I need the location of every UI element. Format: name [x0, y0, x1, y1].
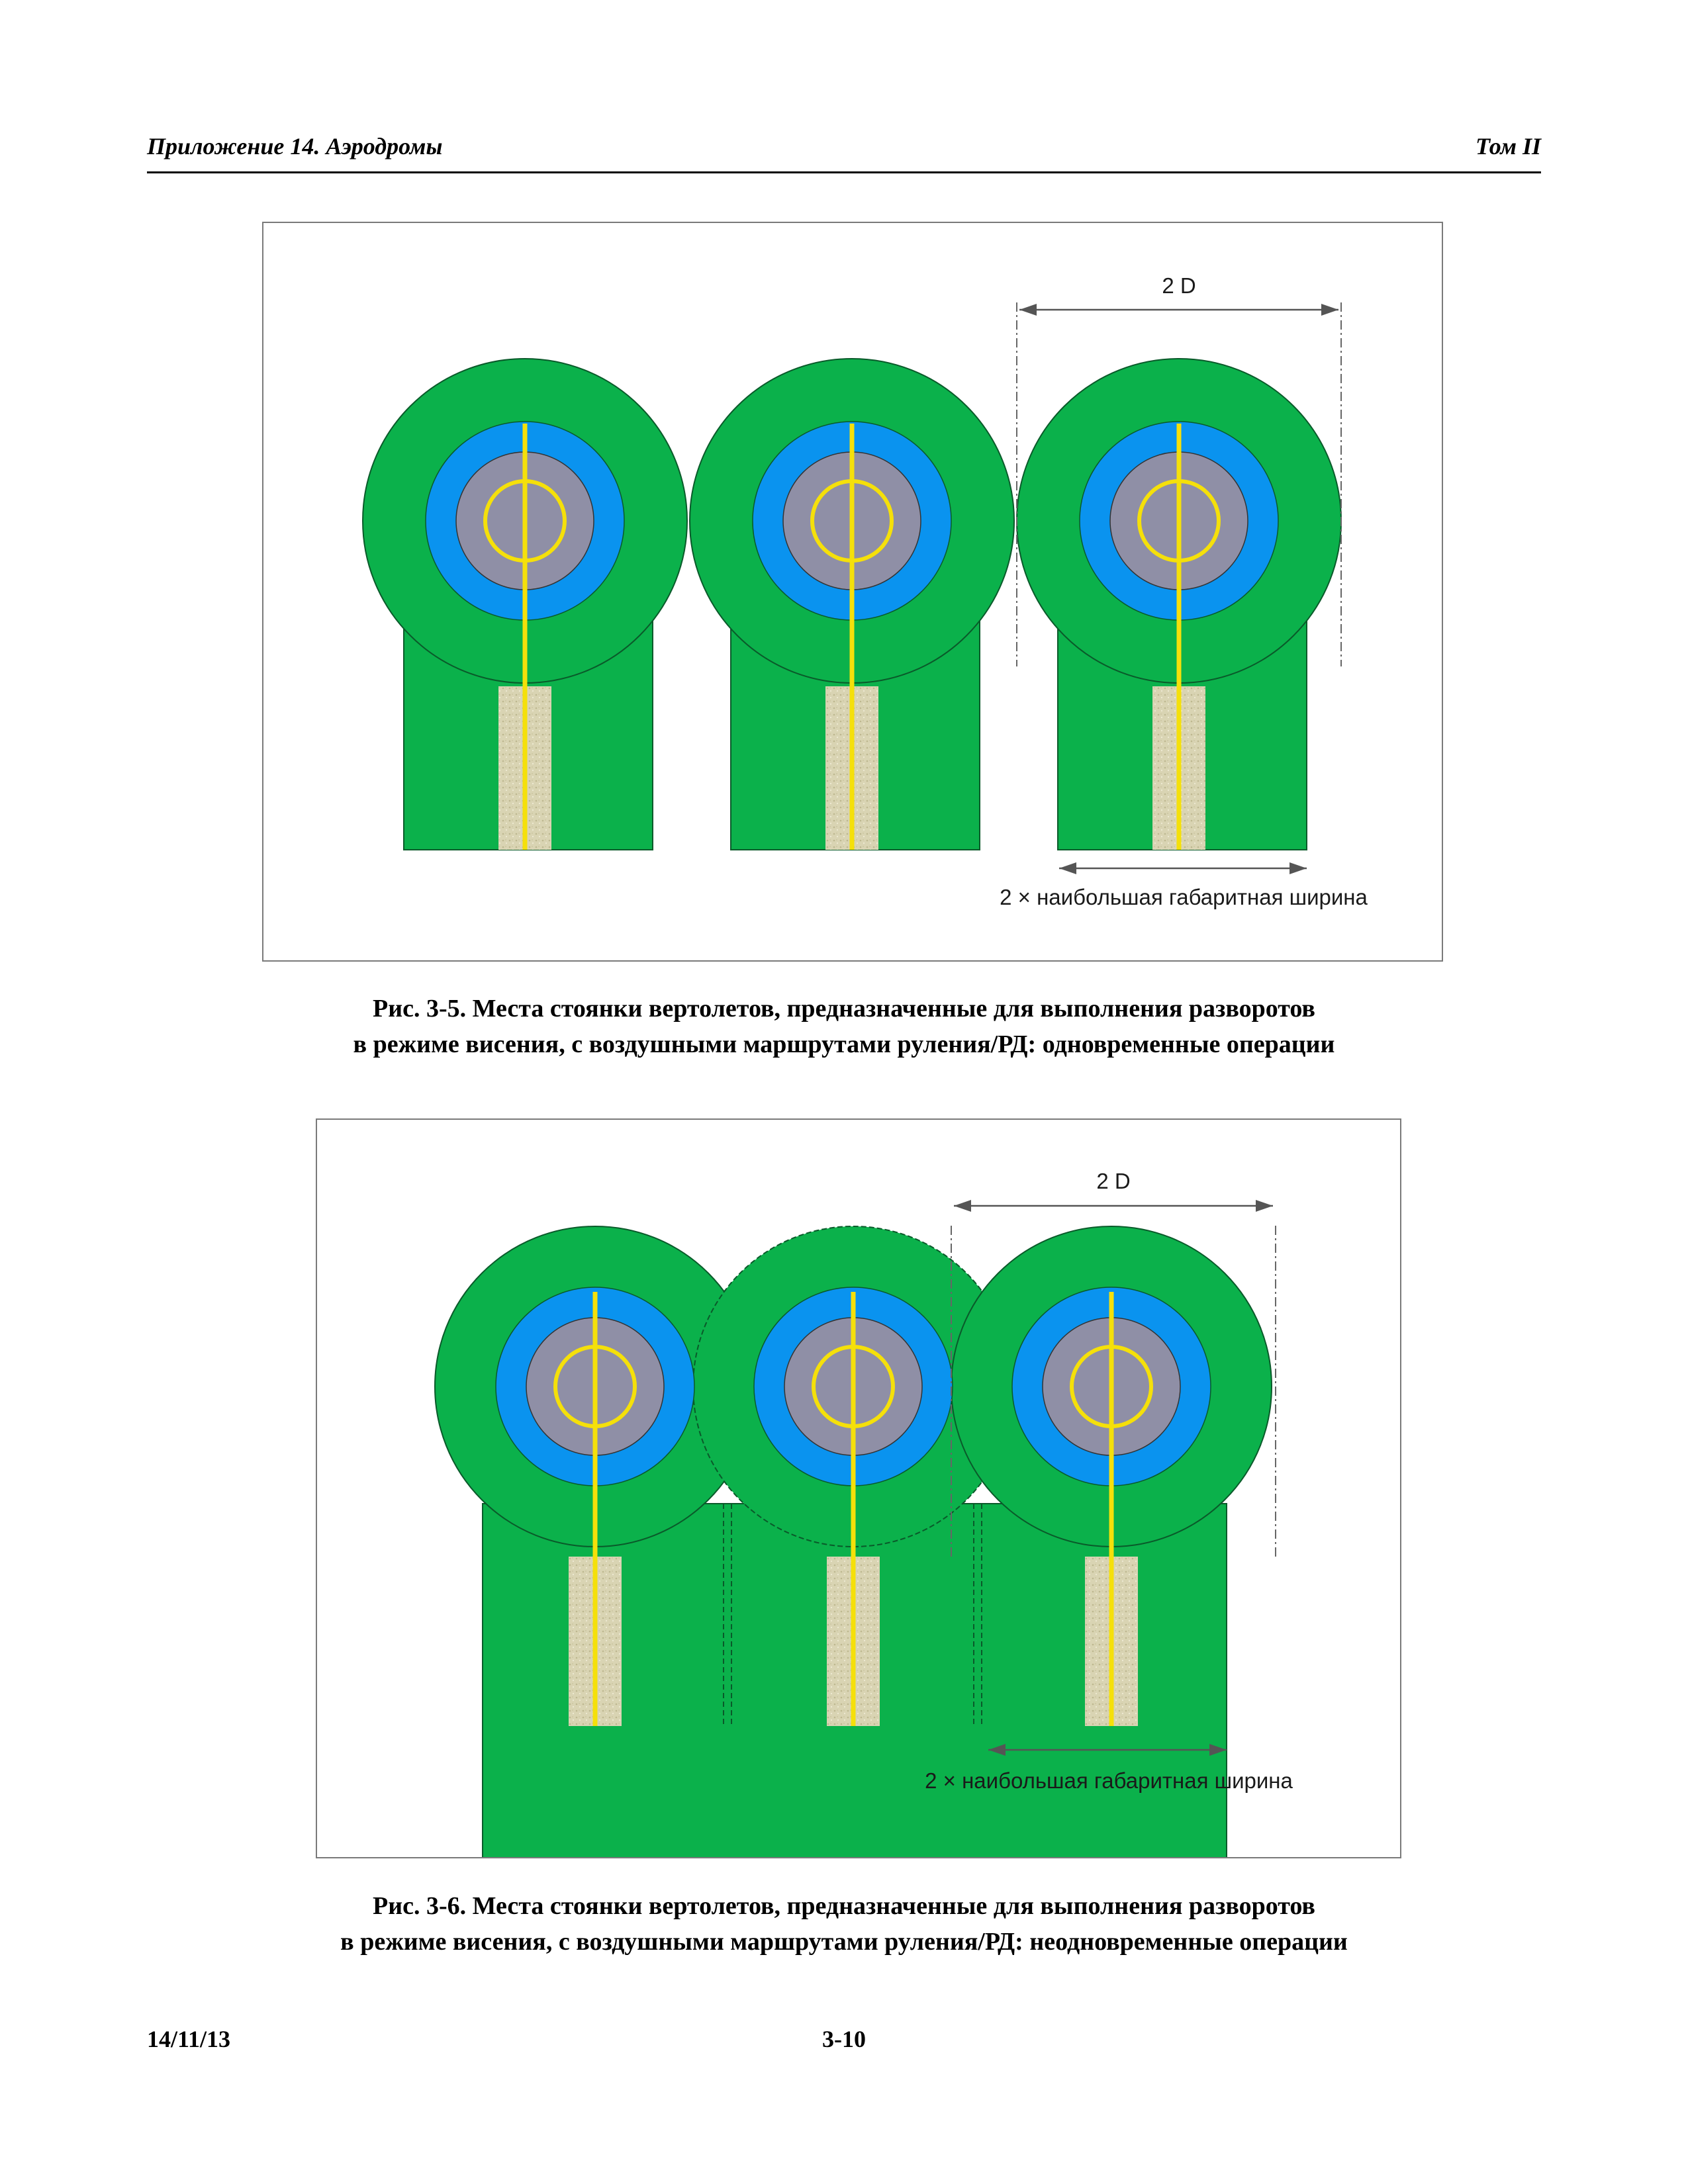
header-title: Приложение 14. Аэродромы	[147, 133, 443, 159]
footer-page-number: 3-10	[822, 2026, 866, 2052]
caption-line-1: Рис. 3-6. Места стоянки вертолетов, предназначенные для выполнения разворотов	[373, 1892, 1315, 1920]
figure-3-5-diagram	[263, 223, 1442, 960]
label-2d: 2 D	[1096, 1169, 1131, 1193]
helicopter-stand-3	[1017, 359, 1341, 850]
figure-3-5	[262, 222, 1443, 962]
footer-date: 14/11/13	[147, 2026, 231, 2052]
header-volume: Том II	[1476, 133, 1541, 159]
helicopter-stand-2	[690, 359, 1014, 850]
caption-line-2: в режиме висения, с воздушными маршрутами руления/РД: неодновременные операции	[340, 1928, 1348, 1956]
header-rule	[147, 171, 1541, 173]
figure-3-6-caption	[0, 1888, 1688, 1960]
figure-3-5-caption	[0, 991, 1688, 1062]
caption-line-1: Рис. 3-5. Места стоянки вертолетов, предназначенные для выполнения разворотов	[373, 995, 1315, 1023]
figure-3-6	[316, 1118, 1401, 1858]
helicopter-stand-1	[363, 359, 687, 850]
label-width: 2 × наибольшая габаритная ширина	[925, 1768, 1293, 1793]
dimension-width	[1000, 862, 1368, 909]
caption-line-2: в режиме висения, с воздушными маршрутами руления/РД: одновременные операции	[353, 1030, 1335, 1058]
label-width: 2 × наибольшая габаритная ширина	[1000, 885, 1368, 909]
figure-3-6-diagram	[317, 1120, 1400, 1857]
label-2d: 2 D	[1162, 273, 1196, 298]
